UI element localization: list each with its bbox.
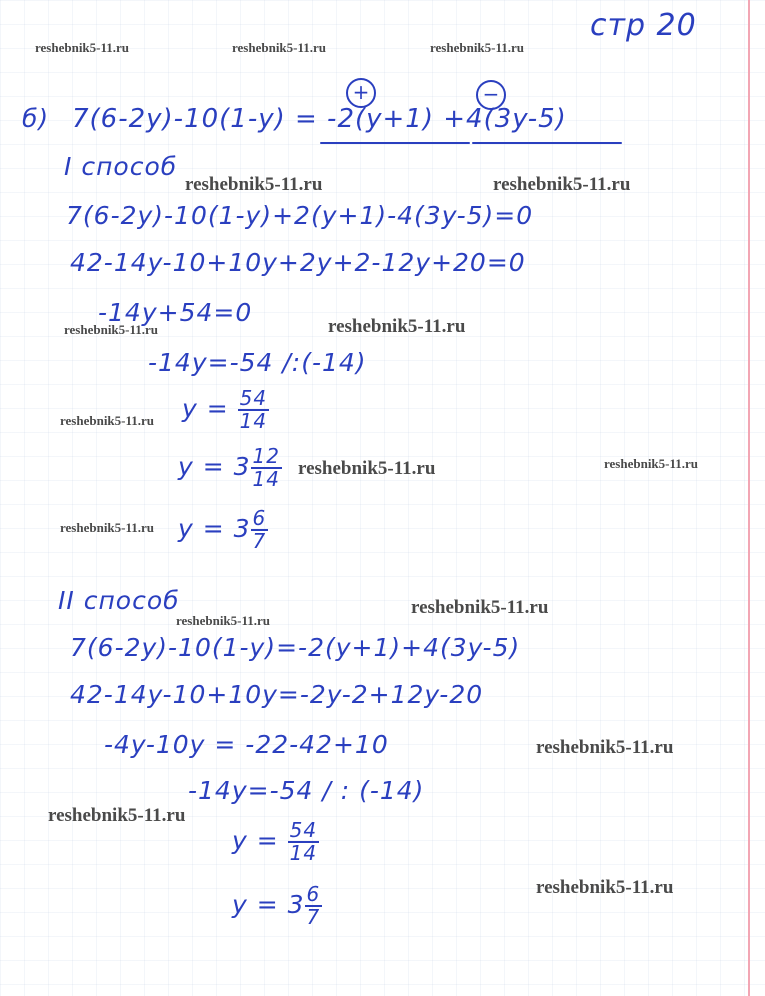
fraction-numerator: 12 [252,444,280,468]
task-equation: 7(6-2y)-10(1-y) = -2(y+1) +4(3y-5) [72,104,567,134]
method1-title: I способ [64,152,178,181]
fraction-denominator: 7 [306,905,321,929]
method1-fraction-3 [178,508,268,552]
method2-fraction-2 [232,884,322,928]
watermark: reshebnik5-11.ru [60,413,155,428]
method1-line-1: 7(6-2y)-10(1-y)+2(y+1)-4(3y-5)=0 [66,201,534,230]
part-label: б) [22,104,50,133]
watermark: reshebnik5-11.ru [536,737,674,758]
method2-fraction-1 [232,820,319,864]
watermark: reshebnik5-11.ru [60,520,155,535]
method1-line-4: -14y=-54 /:(-14) [148,348,367,377]
watermark: reshebnik5-11.ru [48,805,186,826]
method2-line-3: -4y-10y = -22-42+10 [104,730,389,759]
minus-sign-mark: − [476,80,506,110]
watermark: reshebnik5-11.ru [64,322,159,337]
method2-line-2: 42-14y-10+10y=-2y-2+12y-20 [70,680,484,709]
fraction-numerator: 6 [252,506,267,530]
fraction-denominator: 7 [252,529,267,553]
method1-fraction-2 [178,446,282,490]
fraction [288,820,319,864]
plus-sign-mark: + [346,78,376,108]
underline-right-group [472,142,622,144]
fraction-prefix: y = [232,826,288,855]
watermark: reshebnik5-11.ru [232,40,327,55]
method1-line-3: -14y+54=0 [98,298,253,327]
fraction-prefix: y = 3 [178,514,251,543]
fraction-prefix: y = [182,394,238,423]
fraction-prefix: y = 3 [178,452,251,481]
fraction-denominator: 14 [239,409,268,433]
fraction-denominator: 14 [252,467,280,491]
watermark: reshebnik5-11.ru [604,456,699,471]
watermark: reshebnik5-11.ru [35,40,130,55]
fraction-denominator: 14 [289,841,318,865]
fraction [251,446,282,490]
watermark: reshebnik5-11.ru [185,174,323,195]
fraction-numerator: 54 [239,386,268,410]
fraction [238,388,269,432]
method1-fraction-1 [182,388,269,432]
method2-line-4: -14y=-54 / : (-14) [188,776,425,805]
fraction-numerator: 6 [306,882,321,906]
underline-left-group [320,142,470,144]
fraction [251,508,269,552]
page-margin-line [748,0,750,996]
fraction-prefix: y = 3 [232,890,305,919]
watermark: reshebnik5-11.ru [430,40,525,55]
watermark: reshebnik5-11.ru [493,174,631,195]
watermark: reshebnik5-11.ru [328,316,466,337]
watermark: reshebnik5-11.ru [536,877,674,898]
fraction-numerator: 54 [289,818,318,842]
method2-line-1: 7(6-2y)-10(1-y)=-2(y+1)+4(3y-5) [70,633,521,662]
watermark: reshebnik5-11.ru [176,613,271,628]
fraction [305,884,323,928]
method2-title: II способ [58,586,180,615]
method1-line-2: 42-14y-10+10y+2y+2-12y+20=0 [70,248,526,277]
watermark: reshebnik5-11.ru [411,597,549,618]
watermark: reshebnik5-11.ru [298,458,436,479]
page-number: стр 20 [590,8,697,43]
